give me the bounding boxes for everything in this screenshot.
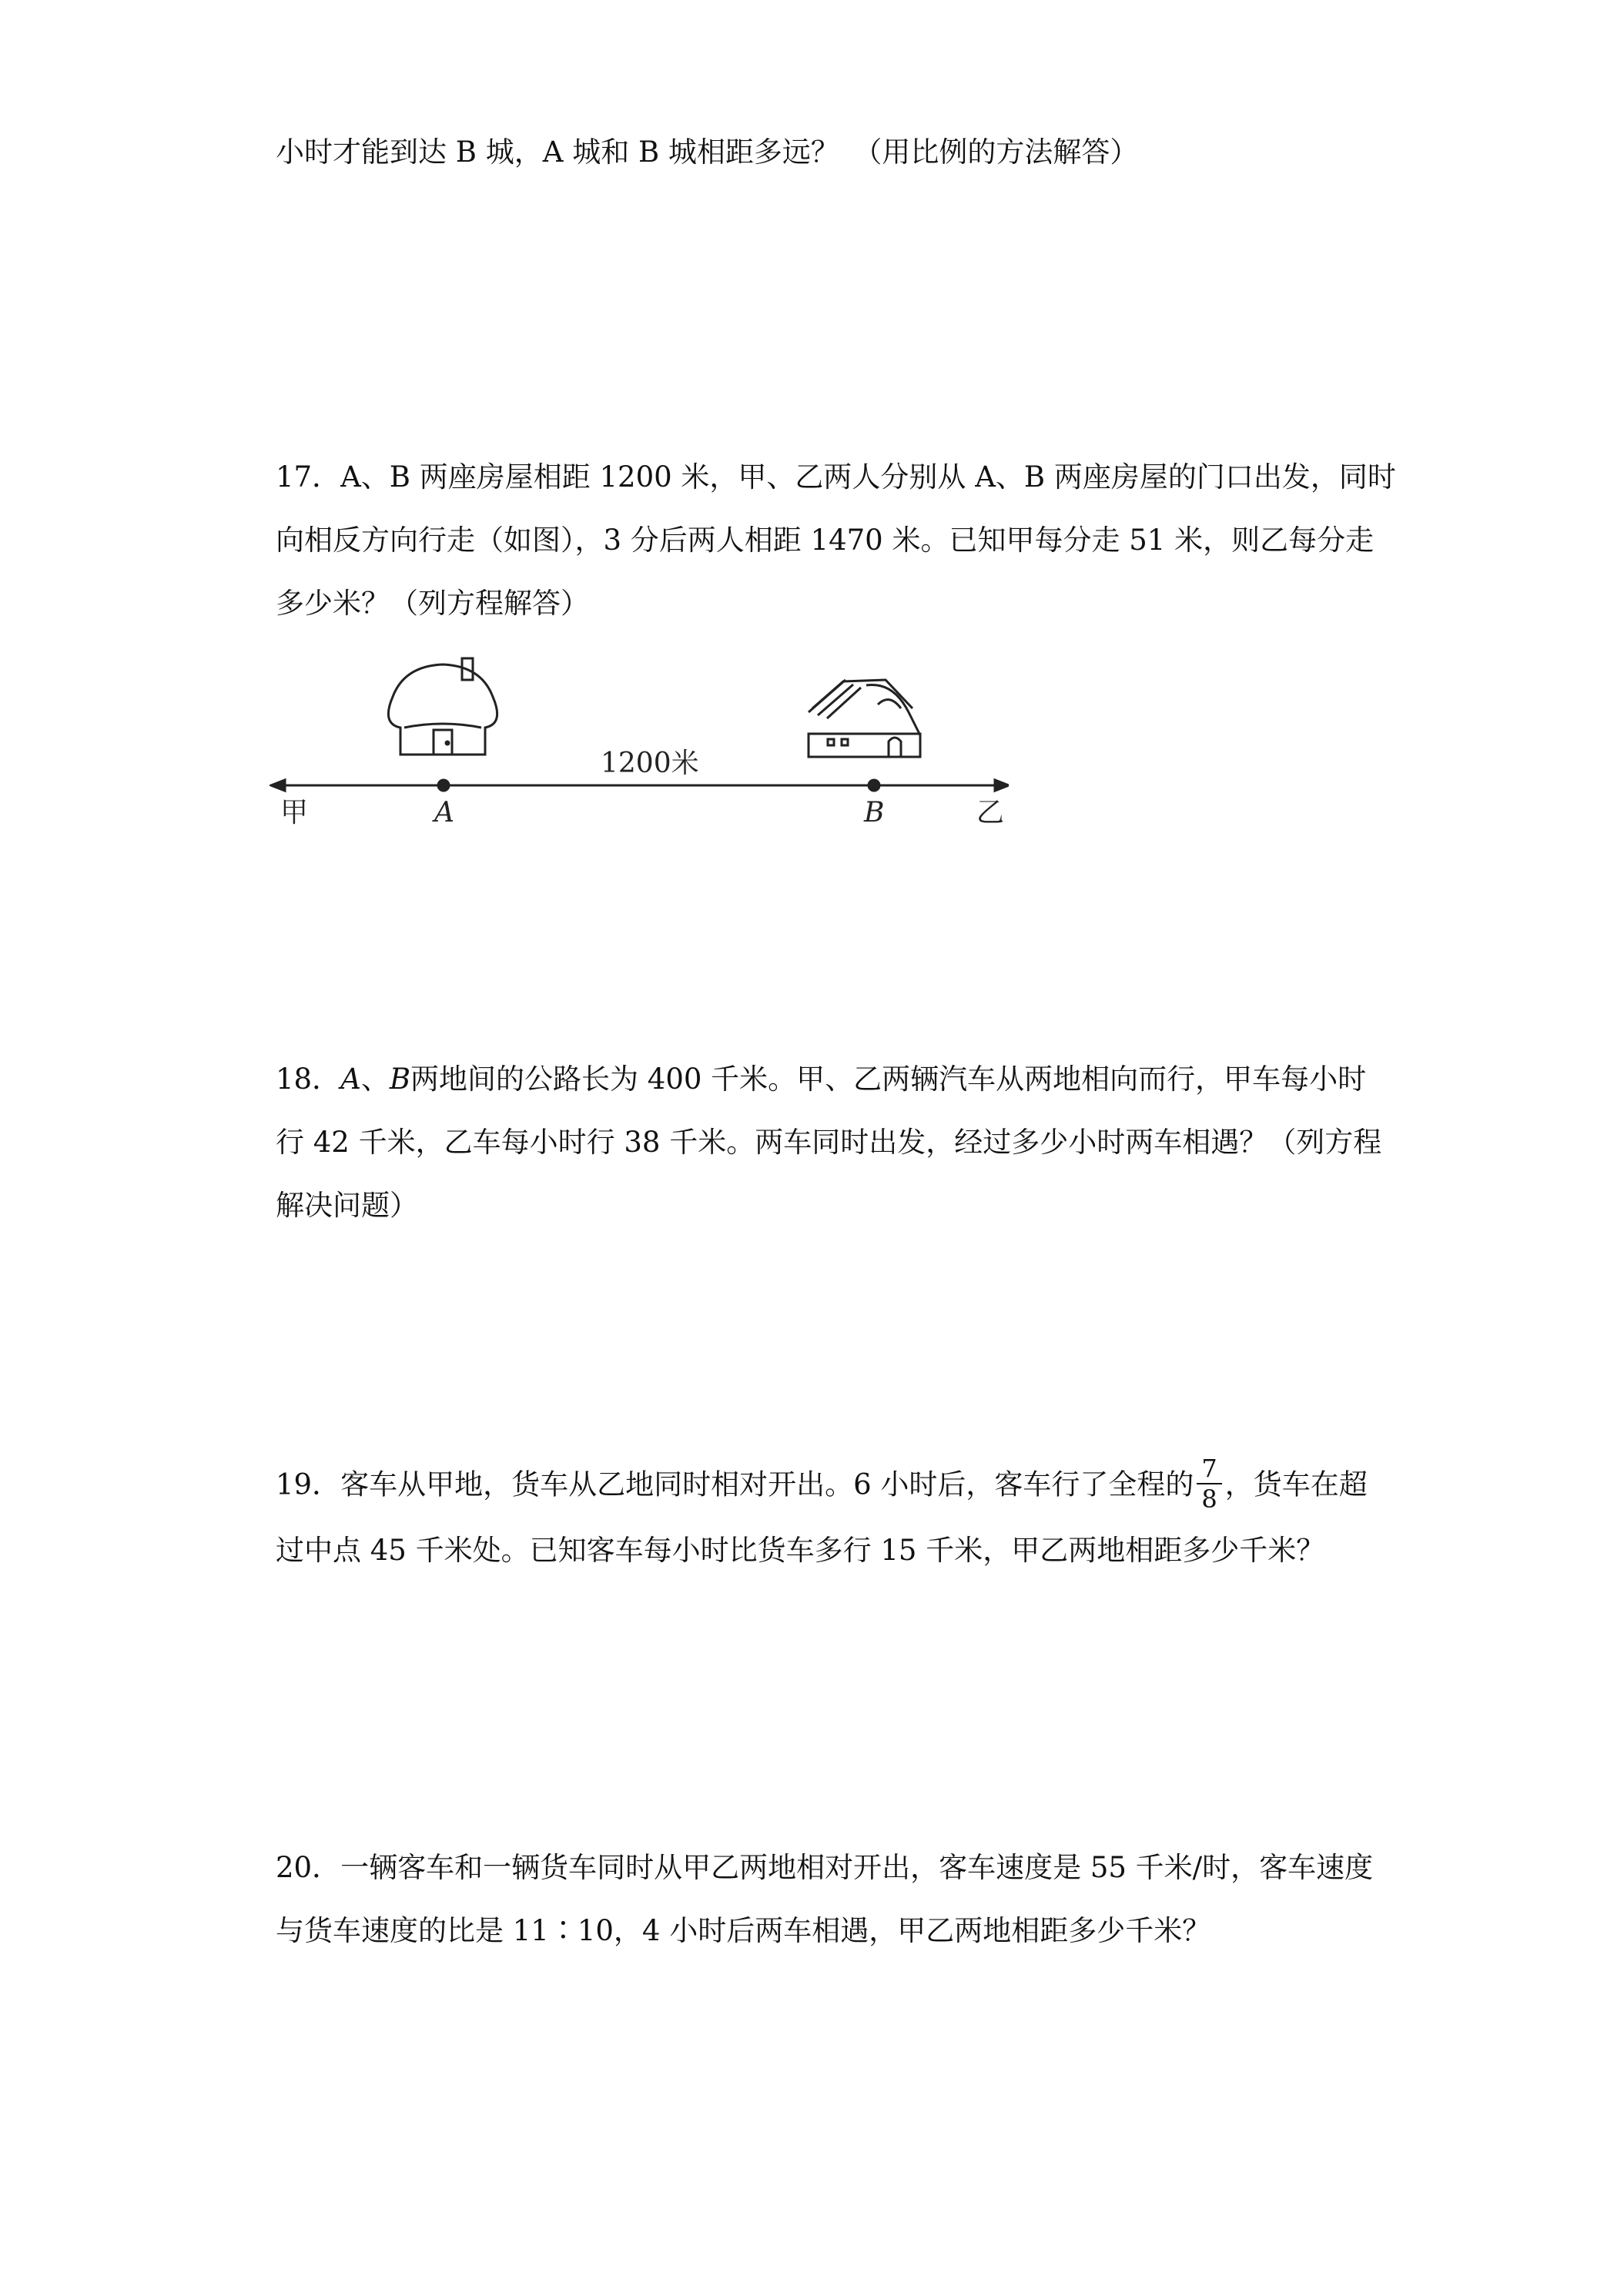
q17-line-1: 17．A、B 两座房屋相距 1200 米，甲、乙两人分别从 A、B 两座房屋的门口出发，同时 xyxy=(276,460,1396,494)
q17-line-3: 多少米？（列方程解答） xyxy=(276,587,589,620)
q19-line-2: 过中点 45 千米处。已知客车每小时比货车多行 15 千米，甲乙两地相距多少千米？ xyxy=(276,1534,1325,1567)
arrow-left-icon xyxy=(271,780,285,791)
point-b-label: B xyxy=(864,797,885,828)
q18-point-a: A xyxy=(340,1063,361,1096)
q20-line-2: 与货车速度的比是 11∶10，4 小时后两车相遇，甲乙两地相距多少千米？ xyxy=(276,1914,1211,1947)
left-person-label: 甲 xyxy=(280,797,309,828)
q19-line-1-pre: 19．客车从甲地，货车从乙地同时相对开出。6 小时后，客车行了全程的 xyxy=(276,1468,1194,1501)
house-a-icon xyxy=(388,658,497,755)
distance-label: 1200米 xyxy=(601,748,699,779)
q18-point-b: B xyxy=(389,1063,411,1096)
number-line xyxy=(271,780,1009,791)
q19-line-1 xyxy=(276,1454,1368,1517)
point-b-dot xyxy=(869,780,879,791)
q19-fraction xyxy=(1197,1454,1221,1514)
q18-line-2: 行 42 千米，乙车每小时行 38 千米。两车同时出发，经过多少小时两车相遇？（列方程 xyxy=(276,1126,1382,1159)
q16-tail-line: 小时才能到达 B 城，A 城和 B 城相距多远？ （用比例的方法解答） xyxy=(276,136,1139,169)
house-b-icon xyxy=(809,680,920,757)
q18-line-1-text: 两地间的公路长为 400 千米。甲、乙两辆汽车从两地相向而行，甲车每小时 xyxy=(410,1063,1367,1096)
q18-number: 18． xyxy=(276,1063,341,1096)
q18-line-1 xyxy=(276,1063,1366,1096)
q17-line-2: 向相反方向行走（如图），3 分后两人相距 1470 米。已知甲每分走 51 米，则乙每分走 xyxy=(276,524,1375,557)
q17-diagram xyxy=(270,651,1009,828)
q19-fraction-denominator: 8 xyxy=(1201,1484,1217,1514)
q18-separator: 、 xyxy=(360,1063,390,1096)
q20-line-1: 20．一辆客车和一辆货车同时从甲乙两地相对开出，客车速度是 55 千米/时，客车速度 xyxy=(276,1851,1374,1884)
q19-fraction-numerator: 7 xyxy=(1201,1454,1217,1483)
right-person-label: 乙 xyxy=(976,797,1005,828)
point-a-label: A xyxy=(434,797,454,828)
arrow-right-icon xyxy=(995,780,1009,791)
point-a-dot xyxy=(438,780,449,791)
q19-line-1-post: ，货车在超 xyxy=(1224,1468,1368,1501)
q18-line-3: 解决问题） xyxy=(276,1189,418,1222)
